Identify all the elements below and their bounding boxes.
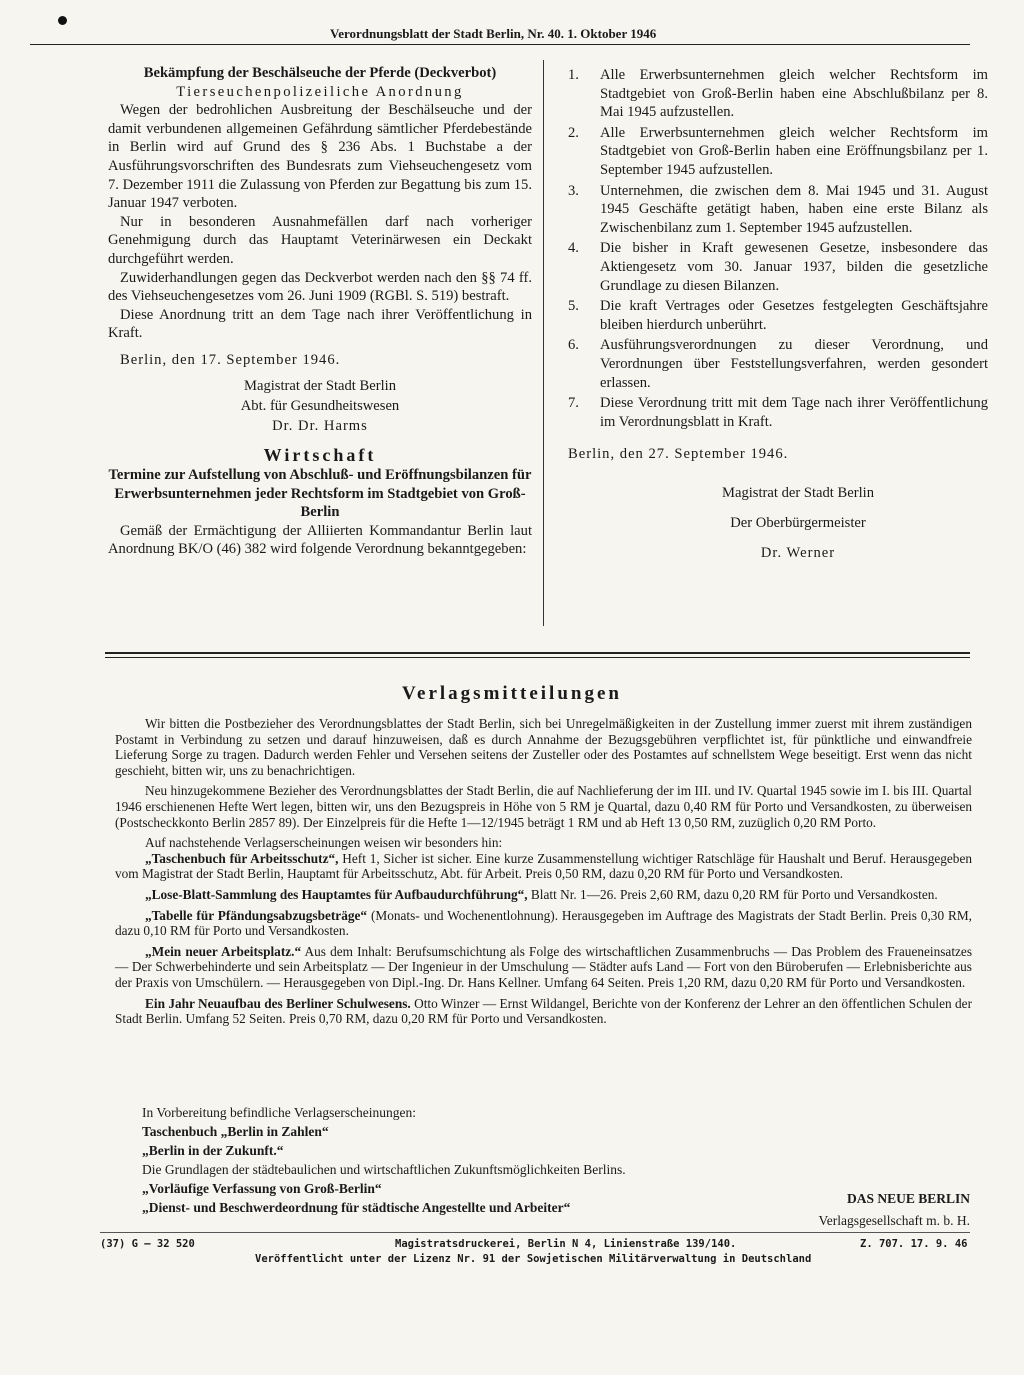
prep-item — [142, 1141, 982, 1179]
right-column — [568, 66, 988, 568]
article-subtitle: Tierseuchenpolizeiliche Anordnung — [176, 83, 464, 100]
publisher-block — [760, 1188, 970, 1232]
signature-block — [108, 376, 532, 436]
publication-entry — [115, 944, 972, 991]
section-rule — [105, 657, 970, 658]
issue-date: Berlin, den 27. September 1946. — [568, 446, 789, 463]
list-text: Die kraft Vertrages oder Gesetzes festgelegten Geschäftsjahre bleiben hierdurch unberührt. — [600, 298, 988, 333]
publication-title: Ein Jahr Neuaufbau des Berliner Schulwesens. — [145, 995, 411, 1011]
list-number: 7. — [568, 395, 579, 412]
footer-code: (37) G — 32 520 — [100, 1238, 195, 1250]
publication-entry — [115, 996, 972, 1027]
publication-entry — [115, 887, 972, 903]
section-rule — [105, 652, 970, 654]
verlag-notices — [115, 716, 972, 1032]
list-text: Ausführungsverordnungen zu dieser Verordnung, und Verordnungen über Feststellungsverfahren, werden gesondert erlassen. — [600, 337, 988, 391]
footer-printer: Magistratsdruckerei, Berlin N 4, Linienstraße 139/140. — [395, 1238, 737, 1250]
publication-text: Aus dem Inhalt: Berufsumschichtung als Folge des wirtschaftlichen Zusammenbruchs — Das Problem des Fraueneinsatzes — Der Schwerbehinderte und sein Arbeitsplatz — Der Ingenieur in der Umschulung — Städter aufs Land — Fort von den Büroberufen — Erlebnisberichte aus der Praxis von Umschülern. — Herausgegeben von Dipl.-Ing. Dr. Hans Kellner. Umfang 64 Seiten. Preis 1,20 RM, dazu 0,20 RM für Porto und Versandkosten. — [115, 943, 972, 990]
signature-name: Dr. Dr. Harms — [272, 417, 368, 434]
paragraph: Neu hinzugekommene Bezieher des Verordnungsblattes der Stadt Berlin, die auf Nachlieferung der im III. und IV. Quartal 1945 sowie im I. bis III. Quartal 1946 erschienenen Hefte Wert legen, bitten wir, uns den Bezugspreis in Höhe von 5 RM je Quartal, dazu 0,40 RM für Porto und Versandkosten, zu überweisen (Postscheckkonto Berlin 2857 89). Der Einzelpreis für die Hefte 1—12/1945 beträgt 1 RM und ab Heft 13 0,50 RM, zuzüglich 0,20 RM Porto. — [115, 783, 972, 830]
paragraph: Nur in besonderen Ausnahmefällen darf nach vorheriger Genehmigung durch das Hauptamt Veterinärwesen ein Deckakt durchgeführt werden. — [108, 213, 532, 267]
publication-text: Heft 1, Sicher ist sicher. Eine kurze Zusammenstellung wichtiger Ratschläge für Haushalt und Beruf. Herausgegeben vom Magistrat der Stadt Berlin, Hauptamt für Arbeitsschutz, Abt. für Arbeit. Preis 0,50 RM, dazu 0,20 RM für Porto und Versandkosten. — [115, 850, 972, 882]
list-number: 4. — [568, 240, 579, 257]
article-title: Bekämpfung der Beschälseuche der Pferde (Deckverbot) — [143, 65, 497, 81]
list-item — [568, 124, 988, 180]
signature-line: Abt. für Gesundheitswesen — [240, 397, 400, 414]
left-column — [108, 64, 532, 559]
list-item — [568, 182, 988, 238]
prep-heading: In Vorbereitung befindliche Verlagserscheinungen: — [142, 1105, 417, 1120]
section-heading: Wirtschaft — [263, 444, 377, 465]
publication-entry — [115, 908, 972, 939]
list-item — [568, 394, 988, 431]
publication-title: „Taschenbuch für Arbeitsschutz“, — [145, 850, 339, 866]
section-title: Termine zur Aufstellung von Abschluß- und Eröffnungsbilanzen für Erwerbsunternehmen jeder Rechtsform im Stadtgebiet von Groß-Berlin — [108, 467, 532, 521]
publication-title: „Mein neuer Arbeitsplatz.“ — [145, 943, 302, 959]
paragraph: Auf nachstehende Verlagserscheinungen weisen wir besonders hin: — [145, 835, 503, 851]
page-header: Verordnungsblatt der Stadt Berlin, Nr. 40. 1. Oktober 1946 — [330, 26, 657, 41]
prep-title: „Berlin in der Zukunft.“ — [142, 1143, 284, 1158]
publication-title: „Lose-Blatt-Sammlung des Hauptamtes für Aufbaudurchführung“, — [145, 886, 528, 902]
publication-entry — [115, 851, 972, 882]
signature-line: Magistrat der Stadt Berlin — [722, 484, 874, 501]
list-number: 5. — [568, 298, 579, 315]
list-number: 3. — [568, 182, 579, 199]
signature-block — [568, 478, 988, 568]
publication-title: „Tabelle für Pfändungsabzugsbeträge“ — [145, 907, 368, 923]
list-item — [568, 239, 988, 295]
publisher-name: DAS NEUE BERLIN — [846, 1191, 970, 1206]
publication-text: Blatt Nr. 1—26. Preis 2,60 RM, dazu 0,20 RM für Porto und Versandkosten. — [527, 886, 938, 902]
publication-text: (Monats- und Wochenentlohnung). Herausgegeben im Auftrage des Magistrats der Stadt Berlin. Preis 0,30 RM, dazu 0,10 RM für Porto und Versandkosten. — [115, 907, 973, 939]
signature-line: Magistrat der Stadt Berlin — [244, 377, 396, 394]
list-item — [568, 336, 988, 392]
signature-line: Der Oberbürgermeister — [730, 514, 866, 531]
prep-item — [142, 1122, 982, 1141]
footer-rule — [100, 1232, 970, 1233]
footer-reference: Z. 707. 17. 9. 46 — [860, 1238, 968, 1250]
paragraph: Zuwiderhandlungen gegen das Deckverbot werden nach den §§ 74 ff. des Viehseuchengesetzes vom 26. Juni 1909 (RGBl. S. 519) bestraft. — [108, 269, 532, 305]
publication-text: Otto Winzer — Ernst Wildangel, Berichte von der Konferenz der Lehrer an den öffentlichen Schulen der Stadt Berlin. Umfang 52 Seiten. Preis 0,70 RM, dazu 0,20 RM für Porto und Versandkosten. — [115, 995, 972, 1027]
list-text: Alle Erwerbsunternehmen gleich welcher Rechtsform im Stadtgebiet von Groß-Berlin haben eine Abschlußbilanz per 8. Mai 1945 aufzustellen. — [600, 67, 988, 121]
paragraph: Wegen der bedrohlichen Ausbreitung der Beschälseuche und der damit verbundenen allgemeinen Gefährdung sämtlicher Pferdebestände in Berlin wird auf Grund des § 236 Abs. 1 Buchstabe a der Ausführungsvorschriften des Bundesrats zum Viehseuchengesetz vom 7. Dezember 1911 die Zulassung von Pferden zur Begattung bis zum 15. Januar 1947 verboten. — [108, 102, 532, 212]
footer-license: Veröffentlicht unter der Lizenz Nr. 91 der Sowjetischen Militärverwaltung in Deutschland — [255, 1253, 812, 1265]
list-number: 2. — [568, 124, 579, 141]
list-item — [568, 66, 988, 122]
prep-title: „Vorläufige Verfassung von Groß-Berlin“ — [142, 1181, 382, 1196]
list-number: 1. — [568, 67, 579, 83]
header-rule — [30, 44, 970, 45]
list-item — [568, 297, 988, 334]
prep-title: „Dienst- und Beschwerdeordnung für städtische Angestellte und Arbeiter“ — [142, 1200, 571, 1215]
list-text: Diese Verordnung tritt mit dem Tage nach ihrer Veröffentlichung im Verordnungsblatt in Kraft. — [600, 395, 988, 430]
paragraph: Wir bitten die Postbezieher des Verordnungsblattes der Stadt Berlin, sich bei Unregelmäßigkeiten in der Zustellung immer zuerst mit ihrem zuständigen Postamt in Verbindung zu setzen und darauf hinzuweisen, daß es durch Annahme der Bezugsgebühren verpflichtet ist, für pünktliche und einwandfreie Lieferung Sorge zu tragen. Dadurch werden Fehler und Versehen seitens der Zusteller oder des Postamtes auf schnellstem Wege beseitigt. Erst wenn das nicht geschieht, bitten wir, uns zu benachrichtigen. — [115, 716, 972, 778]
signature-name: Dr. Werner — [760, 544, 836, 561]
verlag-title: Verlagsmitteilungen — [402, 683, 622, 704]
list-text: Unternehmen, die zwischen dem 8. Mai 1945 und 31. August 1945 Geschäfte getätigt haben, haben eine erste Bilanz als Zwischenbilanz zum 1. September 1945 aufzustellen. — [600, 182, 988, 236]
list-text: Alle Erwerbsunternehmen gleich welcher Rechtsform im Stadtgebiet von Groß-Berlin haben eine Eröffnungsbilanz per 1. September 1945 aufzustellen. — [600, 124, 988, 178]
ink-dot — [58, 16, 67, 25]
column-divider — [543, 60, 544, 626]
issue-date: Berlin, den 17. September 1946. — [120, 351, 341, 368]
list-text: Die bisher in Kraft gewesenen Gesetze, insbesondere das Aktiengesetz vom 30. Januar 1937, bilden die gesetzliche Grundlage zu diesen Bilanzen. — [600, 240, 988, 294]
paragraph: Gemäß der Ermächtigung der Alliierten Kommandantur Berlin laut Anordnung BK/O (46) 382 wird folgende Verordnung bekanntgegeben: — [108, 522, 532, 558]
prep-title: Taschenbuch „Berlin in Zahlen“ — [142, 1124, 329, 1139]
prep-text: Die Grundlagen der städtebaulichen und wirtschaftlichen Zukunftsmöglichkeiten Berlins. — [142, 1162, 626, 1177]
paragraph: Diese Anordnung tritt an dem Tage nach ihrer Veröffentlichung in Kraft. — [108, 306, 532, 342]
publisher-company: Verlagsgesellschaft m. b. H. — [818, 1213, 970, 1228]
list-number: 6. — [568, 337, 579, 354]
